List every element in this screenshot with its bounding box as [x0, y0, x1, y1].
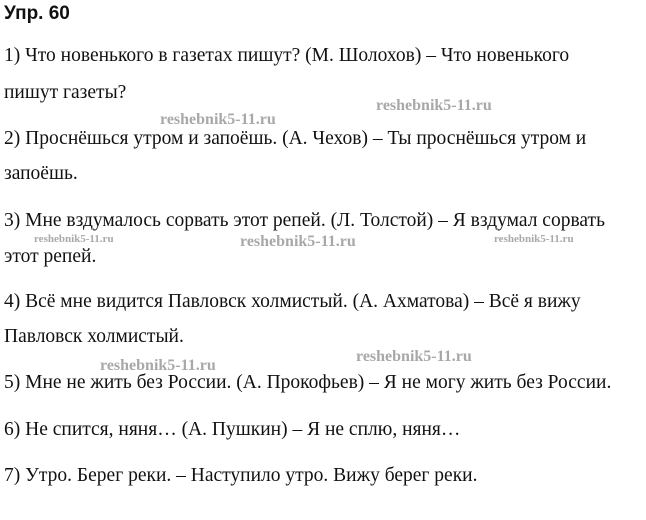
- exercise-title: Упр. 60: [4, 3, 70, 24]
- watermark: reshebnik5-11.ru: [356, 348, 472, 365]
- text-line-6: 6) Не спится, няня… (А. Пушкин) – Я не сплю, няня…: [4, 419, 461, 440]
- text-line-4a: 4) Всё мне видится Павловск холмистый. (А. Ахматова) – Всё я вижу: [4, 291, 581, 312]
- text-line-4b: Павловск холмистый.: [4, 326, 184, 347]
- text-line-2b: запоёшь.: [4, 163, 78, 184]
- text-line-5: 5) Мне не жить без России. (А. Прокофьев) – Я не могу жить без России.: [4, 372, 612, 393]
- watermark: reshebnik5-11.ru: [376, 97, 492, 114]
- watermark: reshebnik5-11.ru: [240, 233, 356, 250]
- text-line-7: 7) Утро. Берег реки. – Наступило утро. Вижу берег реки.: [4, 465, 478, 486]
- watermark: reshebnik5-11.ru: [160, 111, 276, 128]
- text-line-3b: этот репей.: [4, 246, 97, 267]
- watermark: reshebnik5-11.ru: [34, 233, 114, 245]
- text-line-1a: 1) Что новенького в газетах пишут? (М. Шолохов) – Что новенького: [4, 45, 570, 66]
- watermark: reshebnik5-11.ru: [494, 233, 574, 245]
- text-line-1b: пишут газеты?: [4, 82, 127, 103]
- watermark: reshebnik5-11.ru: [100, 357, 216, 374]
- text-line-3a: 3) Мне вздумалось сорвать этот репей. (Л. Толстой) – Я вздумал сорвать: [4, 210, 605, 231]
- text-line-2a: 2) Проснёшься утром и запоёшь. (А. Чехов) – Ты проснёшься утром и: [4, 128, 587, 149]
